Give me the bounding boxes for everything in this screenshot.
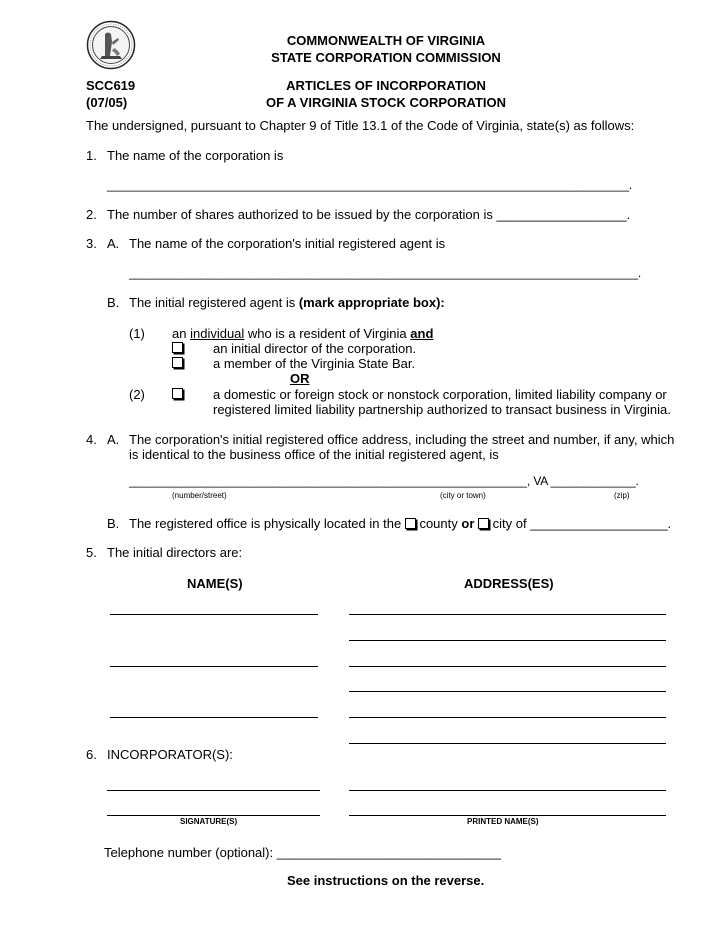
item1-text: The name of the corporation is xyxy=(107,148,284,163)
option1-individual: individual xyxy=(190,326,245,341)
county-city-or: or xyxy=(461,516,475,531)
item4a-line2: is identical to the business office of the initial registered agent, is xyxy=(129,447,499,462)
incorporator-signature-line[interactable] xyxy=(107,790,320,791)
option1-text xyxy=(172,326,433,341)
or-separator: OR xyxy=(290,371,310,386)
label-number-street: (number/street) xyxy=(172,491,227,500)
item4a-label: A. xyxy=(107,432,120,447)
state-bar-member-checkbox[interactable] xyxy=(172,357,183,368)
director-address-line[interactable] xyxy=(349,717,666,718)
intro-text: The undersigned, pursuant to Chapter 9 of Title 13.1 of the Code of Virginia, state(s) as follows: xyxy=(86,118,635,133)
item5-text: The initial directors are: xyxy=(107,545,243,560)
director-name-line[interactable] xyxy=(110,717,318,718)
item3b-text-plain: The initial registered agent is xyxy=(129,295,296,310)
county-label: county xyxy=(419,516,458,531)
item4b-text xyxy=(129,516,671,531)
city-field[interactable]: city of ___________________. xyxy=(492,516,672,531)
addresses-column-header: ADDRESS(ES) xyxy=(464,576,554,591)
item4b-text-plain: The registered office is physically located in the xyxy=(129,516,402,531)
incorporator-printed-name-line[interactable] xyxy=(349,790,666,791)
telephone-field[interactable]: Telephone number (optional): _______________________________ xyxy=(104,845,501,860)
option1-number: (1) xyxy=(129,326,145,341)
director-address-line[interactable] xyxy=(349,743,666,744)
item4-number: 4. xyxy=(86,432,97,447)
see-instructions-note: See instructions on the reverse. xyxy=(287,873,485,888)
printed-name-label: PRINTED NAME(S) xyxy=(467,817,539,826)
registered-agent-name-field[interactable]: ______________________________________________________________________________. xyxy=(129,266,642,280)
director-address-line[interactable] xyxy=(349,640,666,641)
virginia-seal-icon xyxy=(86,20,136,70)
director-address-line[interactable] xyxy=(349,691,666,692)
option1-mid: who is a resident of Virginia xyxy=(247,326,407,341)
item3b-label: B. xyxy=(107,295,120,310)
item5-number: 5. xyxy=(86,545,97,560)
registered-office-address-field[interactable]: _____________________________________________________________, VA _____________. xyxy=(129,474,639,488)
incorporator-printed-name-line[interactable] xyxy=(349,815,666,816)
entity-agent-checkbox[interactable] xyxy=(172,388,183,399)
label-zip: (zip) xyxy=(614,491,630,500)
item6-text: INCORPORATOR(S): xyxy=(107,747,233,762)
shares-authorized-field[interactable]: The number of shares authorized to be issued by the corporation is __________________. xyxy=(107,207,631,222)
header-commission: STATE CORPORATION COMMISSION xyxy=(271,50,501,65)
director-name-line[interactable] xyxy=(110,614,318,615)
item3a-text: The name of the corporation's initial registered agent is xyxy=(129,236,446,251)
names-column-header: NAME(S) xyxy=(187,576,243,591)
item4b-label: B. xyxy=(107,516,120,531)
form-date: (07/05) xyxy=(86,95,128,110)
option1-pre: an xyxy=(172,326,187,341)
city-checkbox[interactable] xyxy=(478,518,489,529)
item4a-line1: The corporation's initial registered office address, including the street and number, if any, which xyxy=(129,432,675,447)
signature-label: SIGNATURE(S) xyxy=(180,817,238,826)
item6-number: 6. xyxy=(86,747,97,762)
option1-choice-b: a member of the Virginia State Bar. xyxy=(213,356,416,371)
form-title-line1: ARTICLES OF INCORPORATION xyxy=(286,78,486,93)
incorporator-signature-line[interactable] xyxy=(107,815,320,816)
option2-number: (2) xyxy=(129,387,145,402)
item3-number: 3. xyxy=(86,236,97,251)
form-number: SCC619 xyxy=(86,78,136,93)
item1-number: 1. xyxy=(86,148,97,163)
item3a-label: A. xyxy=(107,236,120,251)
header-commonwealth: COMMONWEALTH OF VIRGINIA xyxy=(286,33,486,48)
option2-line1: a domestic or foreign stock or nonstock corporation, limited liability company or xyxy=(213,387,667,402)
director-address-line[interactable] xyxy=(349,614,666,615)
option1-choice-a: an initial director of the corporation. xyxy=(213,341,417,356)
form-title-line2: OF A VIRGINIA STOCK CORPORATION xyxy=(265,95,507,110)
option1-and: and xyxy=(410,326,434,341)
option2-line2: registered limited liability partnership authorized to transact business in Virginia. xyxy=(213,402,671,417)
director-name-line[interactable] xyxy=(110,666,318,667)
corporation-name-field[interactable]: ________________________________________________________________________________. xyxy=(107,178,633,192)
initial-director-checkbox[interactable] xyxy=(172,342,183,353)
county-checkbox[interactable] xyxy=(405,518,416,529)
item2-number: 2. xyxy=(86,207,97,222)
director-address-line[interactable] xyxy=(349,666,666,667)
item3b-text-bold: (mark appropriate box): xyxy=(298,295,445,310)
item3b-text xyxy=(129,295,445,310)
label-city-town: (city or town) xyxy=(440,491,486,500)
